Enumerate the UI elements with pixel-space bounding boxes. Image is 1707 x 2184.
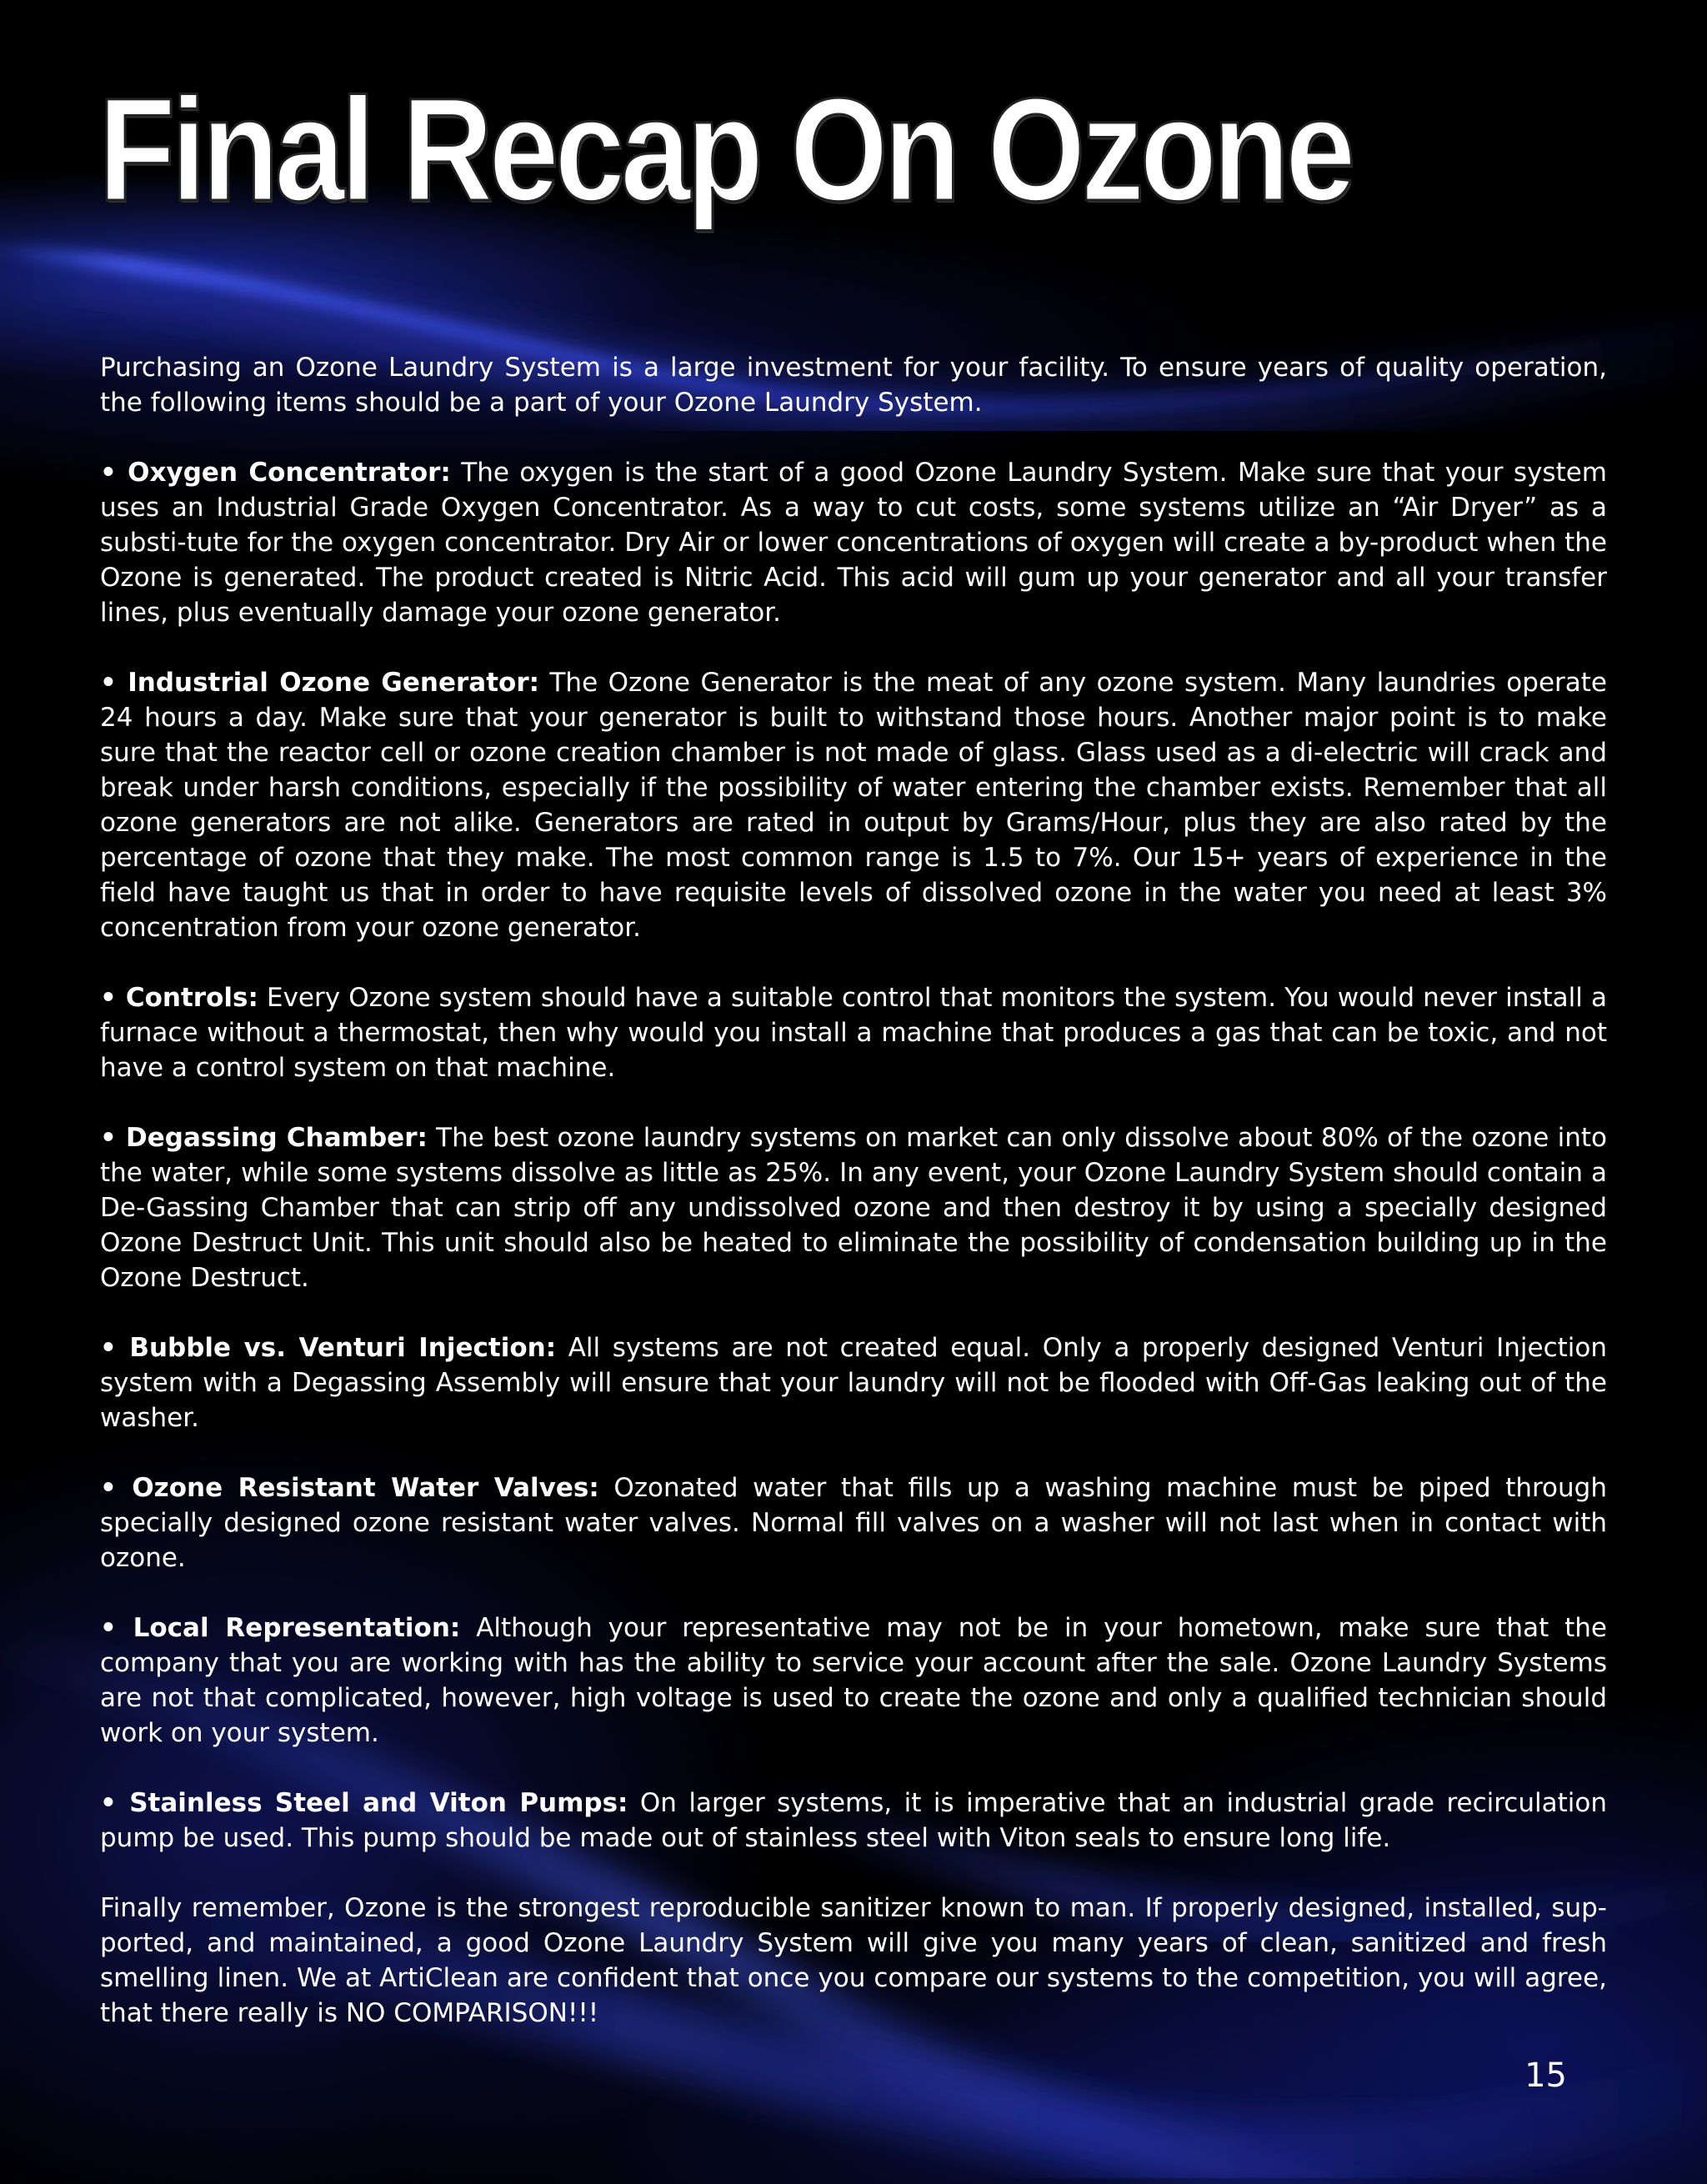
list-item: [100, 1786, 1607, 1856]
list-item-heading: • Bubble vs. Venturi Injection:: [100, 1333, 557, 1363]
list-item: [100, 980, 1607, 1085]
list-item-text: Although your representative may not be in your hometown, make sure that the company that you are working with has the ability to service your account after the sale. Ozone Laundry Systems are not that complicated, however, high voltage is used to create the ozone and only a qualified technician should work on your system.: [100, 1613, 1607, 1748]
page-title: Final Recap On Ozone: [98, 68, 1352, 232]
list-item-heading: • Oxygen Concentrator:: [100, 458, 451, 488]
list-item-heading: • Controls:: [100, 983, 258, 1013]
list-item-text: The best ozone laundry systems on market can only dissolve about 80% of the ozone into the water, while some systems dissolve as little as 25%. In any event, your Ozone Laundry System should contain a De-Gassing Chamber that can strip off any undissolved ozone and then destroy it by using a specially designed Ozone Destruct Unit. This unit should also be heated to eliminate the possibility of condensation building up in the Ozone Destruct.: [100, 1123, 1608, 1293]
closing-paragraph: Finally remember, Ozone is the strongest reproducible sanitizer known to man. If properly designed, installed, sup-ported, and maintained, a good Ozone Laundry System will give you many years of clean, sanitized and fresh smelling linen. We at ArtiClean are confident that once you compare our systems to the competition, you will agree, that there really is NO COMPARISON!!!: [100, 1893, 1607, 2028]
list-item: [100, 1120, 1607, 1295]
list-item-heading: • Industrial Ozone Generator:: [100, 668, 540, 698]
list-item-heading: • Degassing Chamber:: [100, 1123, 428, 1153]
list-item-text: The oxygen is the start of a good Ozone Laundry System. Make sure that your system uses an Industrial Grade Oxygen Concentrator. As a way to cut costs, some systems utilize an “Air Dryer” as a substi-tute for the oxygen concentrator. Dry Air or lower concentrations of oxygen will create a by-product when the Ozone is generated. The product created is Nitric Acid. This acid will gum up your generator and all your transfer lines, plus eventually damage your ozone generator.: [100, 458, 1608, 628]
list-item-text: All systems are not created equal. Only a properly designed Venturi Injection system with a Degassing Assembly will ensure that your laundry will not be flooded with Off-Gas leaking out of the washer.: [100, 1333, 1607, 1433]
list-item-text: The Ozone Generator is the meat of any ozone system. Many laundries operate 24 hours a day. Make sure that your generator is built to withstand those hours. Another major point is to make sure that the reactor cell or ozone creation chamber is not made of glass. Glass used as a di-electric will crack and break under harsh conditions, especially if the possibility of water entering the chamber exists. Remember that all ozone generators are not alike. Generators are rated in output by Grams/Hour, plus they are also rated by the percentage of ozone that they make. The most common range is 1.5 to 7%. Our 15+ years of experience in the field have taught us that in order to have requisite levels of dissolved ozone in the water you need at least 3% concentration from your ozone generator.: [100, 668, 1607, 943]
list-item-text: Every Ozone system should have a suitable control that monitors the system. You would never install a furnace without a thermostat, then why would you install a machine that produces a gas that can be toxic, and not have a control system on that machine.: [100, 983, 1607, 1083]
list-item: [100, 1470, 1607, 1575]
list-item: [100, 1610, 1607, 1751]
article-body: [100, 350, 1607, 2066]
page-number: 15: [1524, 2056, 1567, 2095]
list-item-heading: • Stainless Steel and Viton Pumps:: [100, 1788, 628, 1818]
intro-paragraph: Purchasing an Ozone Laundry System is a large investment for your facility. To ensure years of quality operation, the following items should be a part of your Ozone Laundry System.: [100, 353, 1607, 418]
list-item: [100, 665, 1607, 945]
list-item-heading: • Ozone Resistant Water Valves:: [100, 1473, 599, 1503]
list-item: [100, 455, 1607, 630]
list-item-text: Ozonated water that fills up a washing machine must be piped through specially designed ozone resistant water valves. Normal fill valves on a washer will not last when in contact with ozone.: [100, 1473, 1607, 1573]
list-item-heading: • Local Representation:: [100, 1613, 461, 1643]
list-item-text: On larger systems, it is imperative that an industrial grade recirculation pump be used. This pump should be made out of stainless steel with Viton seals to ensure long life.: [100, 1788, 1607, 1853]
list-item: [100, 1330, 1607, 1435]
